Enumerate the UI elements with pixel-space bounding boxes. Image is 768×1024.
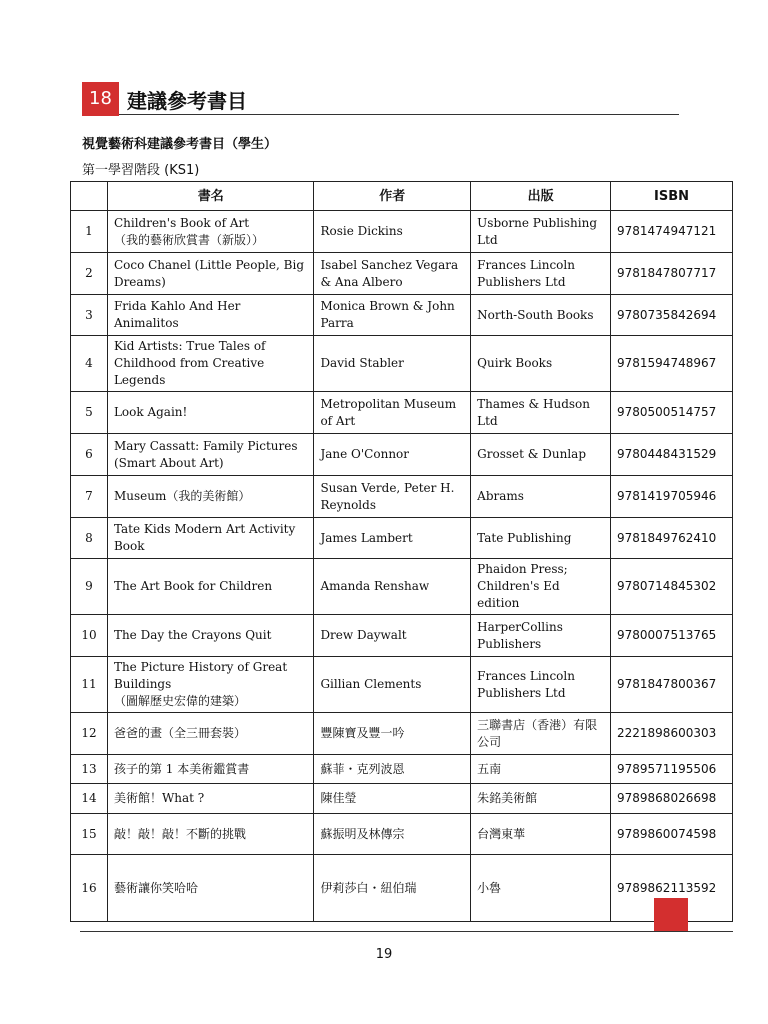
book-publisher: 小魯 bbox=[471, 855, 611, 922]
book-author: Jane O'Connor bbox=[314, 434, 471, 476]
section-rule bbox=[119, 114, 679, 115]
row-num: 2 bbox=[71, 253, 108, 295]
book-isbn: 9781849762410 bbox=[611, 518, 733, 559]
book-publisher: Frances Lincoln Publishers Ltd bbox=[471, 253, 611, 295]
row-num: 8 bbox=[71, 518, 108, 559]
table-row bbox=[71, 518, 733, 559]
book-isbn: 9789862113592 bbox=[611, 855, 733, 922]
book-isbn: 9780735842694 bbox=[611, 295, 733, 336]
book-isbn: 9781847807717 bbox=[611, 253, 733, 295]
header-num bbox=[71, 182, 108, 211]
book-publisher: 朱銘美術館 bbox=[471, 784, 611, 814]
book-title: Coco Chanel (Little People, Big Dreams) bbox=[107, 253, 313, 295]
table-row bbox=[71, 476, 733, 518]
book-author: Isabel Sanchez Vegara & Ana Albero bbox=[314, 253, 471, 295]
book-isbn: 9789571195506 bbox=[611, 755, 733, 784]
row-num: 4 bbox=[71, 336, 108, 392]
book-isbn: 9780714845302 bbox=[611, 559, 733, 615]
row-num: 11 bbox=[71, 657, 108, 713]
book-isbn: 9781419705946 bbox=[611, 476, 733, 518]
book-publisher: 台灣東華 bbox=[471, 814, 611, 855]
row-num: 9 bbox=[71, 559, 108, 615]
table-row bbox=[71, 615, 733, 657]
book-title: Museum（我的美術館） bbox=[107, 476, 313, 518]
book-isbn: 9781847800367 bbox=[611, 657, 733, 713]
footer-rule bbox=[80, 931, 733, 932]
table-row bbox=[71, 434, 733, 476]
book-publisher: Abrams bbox=[471, 476, 611, 518]
book-title: Frida Kahlo And Her Animalitos bbox=[107, 295, 313, 336]
row-num: 5 bbox=[71, 392, 108, 434]
book-table bbox=[70, 181, 733, 922]
book-title: Kid Artists: True Tales of Childhood from Creative Legends bbox=[107, 336, 313, 392]
page-number: 19 bbox=[375, 947, 393, 962]
table-row bbox=[71, 211, 733, 253]
book-title: The Picture History of Great Buildings （圖解歷史宏偉的建築） bbox=[107, 657, 313, 713]
header-isbn: ISBN bbox=[611, 182, 733, 211]
table-row bbox=[71, 657, 733, 713]
book-isbn: 9780448431529 bbox=[611, 434, 733, 476]
book-isbn: 9789868026698 bbox=[611, 784, 733, 814]
book-publisher: HarperCollins Publishers bbox=[471, 615, 611, 657]
book-publisher: 五南 bbox=[471, 755, 611, 784]
header-publisher: 出版 bbox=[471, 182, 611, 211]
row-num: 10 bbox=[71, 615, 108, 657]
book-publisher: Tate Publishing bbox=[471, 518, 611, 559]
book-author: 蘇振明及林傳宗 bbox=[314, 814, 471, 855]
book-author: 蘇菲・克列波恩 bbox=[314, 755, 471, 784]
book-author: 伊莉莎白・紐伯瑞 bbox=[314, 855, 471, 922]
book-author: Monica Brown & John Parra bbox=[314, 295, 471, 336]
table-row bbox=[71, 784, 733, 814]
row-num: 12 bbox=[71, 713, 108, 755]
book-title: 美術館！What ? bbox=[107, 784, 313, 814]
header-author: 作者 bbox=[314, 182, 471, 211]
book-title: 藝術讓你笑哈哈 bbox=[107, 855, 313, 922]
book-author: Gillian Clements bbox=[314, 657, 471, 713]
stage-label: 第一學習階段 (KS1) bbox=[82, 163, 200, 178]
table-row bbox=[71, 855, 733, 922]
book-publisher: Thames & Hudson Ltd bbox=[471, 392, 611, 434]
book-isbn: 9780007513765 bbox=[611, 615, 733, 657]
book-isbn: 9780500514757 bbox=[611, 392, 733, 434]
section-title: 建議參考書目 bbox=[127, 89, 247, 113]
header-title: 書名 bbox=[107, 182, 313, 211]
book-title: Mary Cassatt: Family Pictures (Smart About Art) bbox=[107, 434, 313, 476]
table-row bbox=[71, 814, 733, 855]
book-isbn: 9781594748967 bbox=[611, 336, 733, 392]
book-title: 爸爸的畫（全三冊套裝） bbox=[107, 713, 313, 755]
table-row bbox=[71, 713, 733, 755]
table-row bbox=[71, 559, 733, 615]
table-header-row bbox=[71, 182, 733, 211]
book-title: 敲！敲！敲！不斷的挑戰 bbox=[107, 814, 313, 855]
book-publisher: 三聯書店（香港）有限公司 bbox=[471, 713, 611, 755]
footer-accent-block bbox=[654, 898, 688, 931]
book-author: Susan Verde, Peter H. Reynolds bbox=[314, 476, 471, 518]
book-author: Amanda Renshaw bbox=[314, 559, 471, 615]
book-title: The Day the Crayons Quit bbox=[107, 615, 313, 657]
row-num: 14 bbox=[71, 784, 108, 814]
book-title: The Art Book for Children bbox=[107, 559, 313, 615]
book-author: 豐陳寶及豐一吟 bbox=[314, 713, 471, 755]
book-publisher: Grosset & Dunlap bbox=[471, 434, 611, 476]
book-publisher: Phaidon Press; Children's Ed edition bbox=[471, 559, 611, 615]
row-num: 16 bbox=[71, 855, 108, 922]
row-num: 15 bbox=[71, 814, 108, 855]
row-num: 1 bbox=[71, 211, 108, 253]
book-title: Children's Book of Art （我的藝術欣賞書（新版）） bbox=[107, 211, 313, 253]
table-row bbox=[71, 392, 733, 434]
section-number: 18 bbox=[82, 82, 119, 116]
book-publisher: Usborne Publishing Ltd bbox=[471, 211, 611, 253]
table-row bbox=[71, 253, 733, 295]
table-body bbox=[71, 211, 733, 922]
book-publisher: Frances Lincoln Publishers Ltd bbox=[471, 657, 611, 713]
list-subtitle: 視覺藝術科建議參考書目（學生） bbox=[82, 137, 278, 152]
book-publisher: North-South Books bbox=[471, 295, 611, 336]
book-author: Rosie Dickins bbox=[314, 211, 471, 253]
book-isbn: 9781474947121 bbox=[611, 211, 733, 253]
book-title: 孩子的第 1 本美術鑑賞書 bbox=[107, 755, 313, 784]
book-isbn: 2221898600303 bbox=[611, 713, 733, 755]
row-num: 7 bbox=[71, 476, 108, 518]
book-author: 陳佳瑩 bbox=[314, 784, 471, 814]
book-author: Metropolitan Museum of Art bbox=[314, 392, 471, 434]
table-row bbox=[71, 336, 733, 392]
book-title: Look Again! bbox=[107, 392, 313, 434]
book-isbn: 9789860074598 bbox=[611, 814, 733, 855]
book-author: James Lambert bbox=[314, 518, 471, 559]
book-author: Drew Daywalt bbox=[314, 615, 471, 657]
book-publisher: Quirk Books bbox=[471, 336, 611, 392]
row-num: 13 bbox=[71, 755, 108, 784]
table-row bbox=[71, 295, 733, 336]
section-header bbox=[82, 82, 679, 116]
row-num: 6 bbox=[71, 434, 108, 476]
book-author: David Stabler bbox=[314, 336, 471, 392]
book-title: Tate Kids Modern Art Activity Book bbox=[107, 518, 313, 559]
row-num: 3 bbox=[71, 295, 108, 336]
table-row bbox=[71, 755, 733, 784]
